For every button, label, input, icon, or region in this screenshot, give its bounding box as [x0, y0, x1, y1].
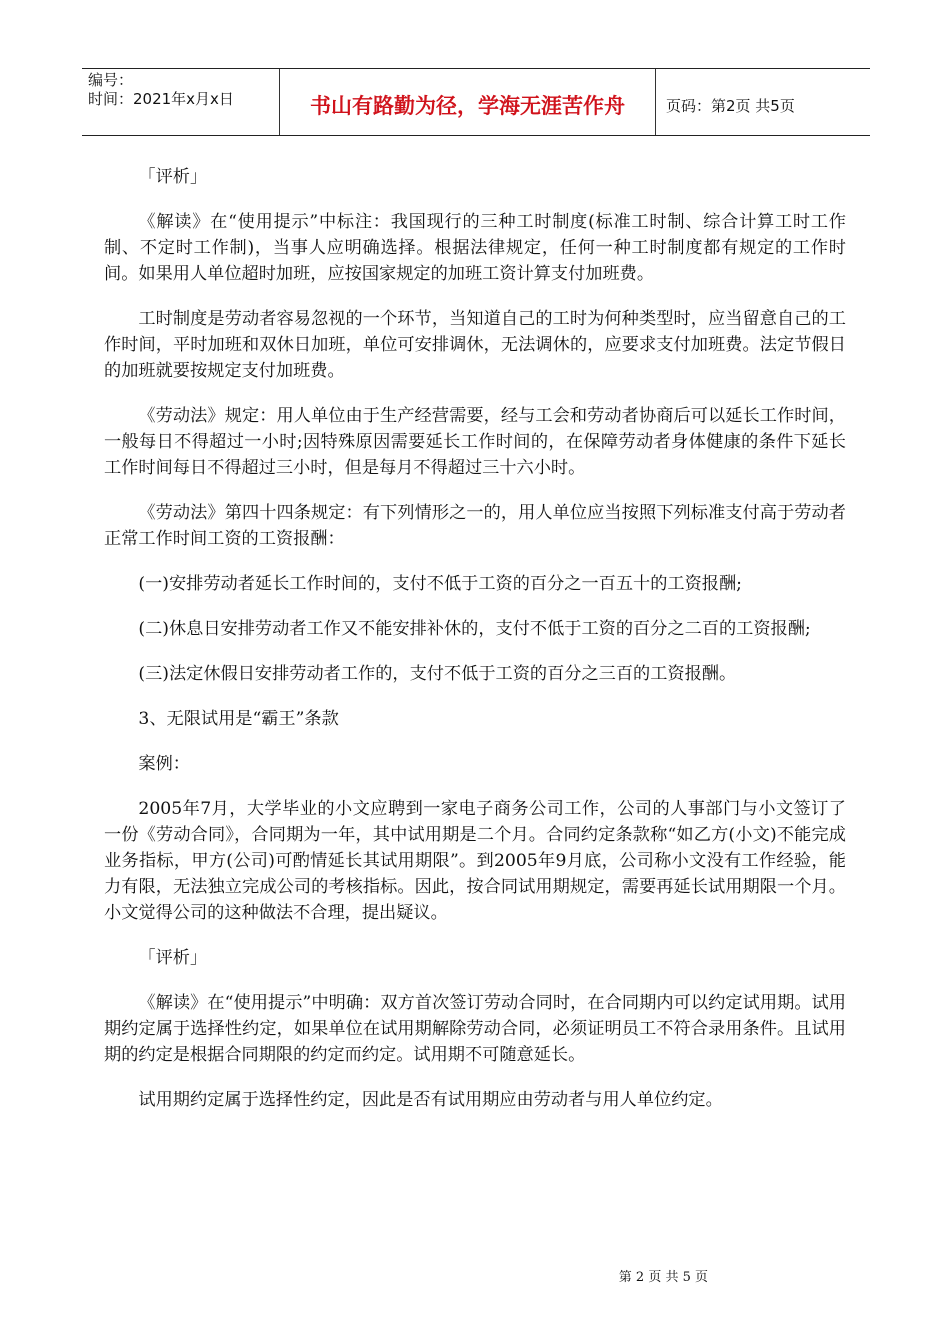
paragraph: 「评析」: [138, 948, 208, 968]
paragraph: 《解读》在“使用提示”中标注：我国现行的三种工时制度(标准工时制、综合计算工时工作制、不定时工作制)，当事人应明确选择。根据法律规定，任何一种工时制度都有规定的工作时间。如果用人单位超时加班，应按国家规定的加班工资计算支付加班费。: [104, 212, 846, 284]
header-meta-cell: [82, 69, 280, 135]
paragraph: 《劳动法》第四十四条规定：有下列情形之一的，用人单位应当按照下列标准支付高于劳动者正常工作时间工资的工资报酬：: [104, 503, 846, 549]
document-header: [82, 68, 870, 136]
document-body: [104, 164, 846, 1132]
paragraph: 《劳动法》规定：用人单位由于生产经营需要，经与工会和劳动者协商后可以延长工作时间，一般每日不得超过一小时;因特殊原因需要延长工作时间的，在保障劳动者身体健康的条件下延长工作时间每日不得超过三小时，但是每月不得超过三十六小时。: [104, 406, 846, 478]
document-date: 时间：2021年x月x日: [88, 90, 234, 108]
paragraph: (三)法定休假日安排劳动者工作的，支付不低于工资的百分之三百的工资报酬。: [138, 664, 737, 684]
paragraph: 《解读》在“使用提示”中明确：双方首次签订劳动合同时，在合同期内可以约定试用期。试用期约定属于选择性约定，如果单位在试用期解除劳动合同，必须证明员工不符合录用条件。且试用期的约定是根据合同期限的约定而约定。试用期不可随意延长。: [104, 993, 846, 1065]
page-footer: 第 2 页 共 5 页: [618, 1270, 708, 1285]
paragraph: 2005年7月，大学毕业的小文应聘到一家电子商务公司工作，公司的人事部门与小文签订了一份《劳动合同》，合同期为一年，其中试用期是二个月。合同约定条款称“如乙方(小文)不能完成业务指标，甲方(公司)可酌情延长其试用期限”。到2005年9月底，公司称小文没有工作经验，能力有限，无法独立完成公司的考核指标。因此，按合同试用期规定，需要再延长试用期限一个月。小文觉得公司的这种做法不合理，提出疑议。: [104, 799, 846, 923]
document-number-label: 编号：: [88, 71, 134, 89]
paragraph: 工时制度是劳动者容易忽视的一个环节，当知道自己的工时为何种类型时，应当留意自己的工作时间，平时加班和双休日加班，单位可安排调休，无法调休的，应要求支付加班费。法定节假日的加班就要按规定支付加班费。: [104, 309, 846, 381]
paragraph: 案例：: [138, 754, 190, 774]
paragraph: (一)安排劳动者延长工作时间的，支付不低于工资的百分之一百五十的工资报酬;: [138, 574, 742, 594]
header-motto: 书山有路勤为径，学海无涯苦作舟: [280, 69, 656, 135]
paragraph: 试用期约定属于选择性约定，因此是否有试用期应由劳动者与用人单位约定。: [138, 1090, 723, 1110]
section-heading: 3、无限试用是“霸王”条款: [138, 709, 339, 729]
paragraph: 「评析」: [138, 167, 208, 187]
header-page-info: 页码：第2页 共5页: [666, 96, 795, 115]
paragraph: (二)休息日安排劳动者工作又不能安排补休的，支付不低于工资的百分之二百的工资报酬;: [138, 619, 811, 639]
